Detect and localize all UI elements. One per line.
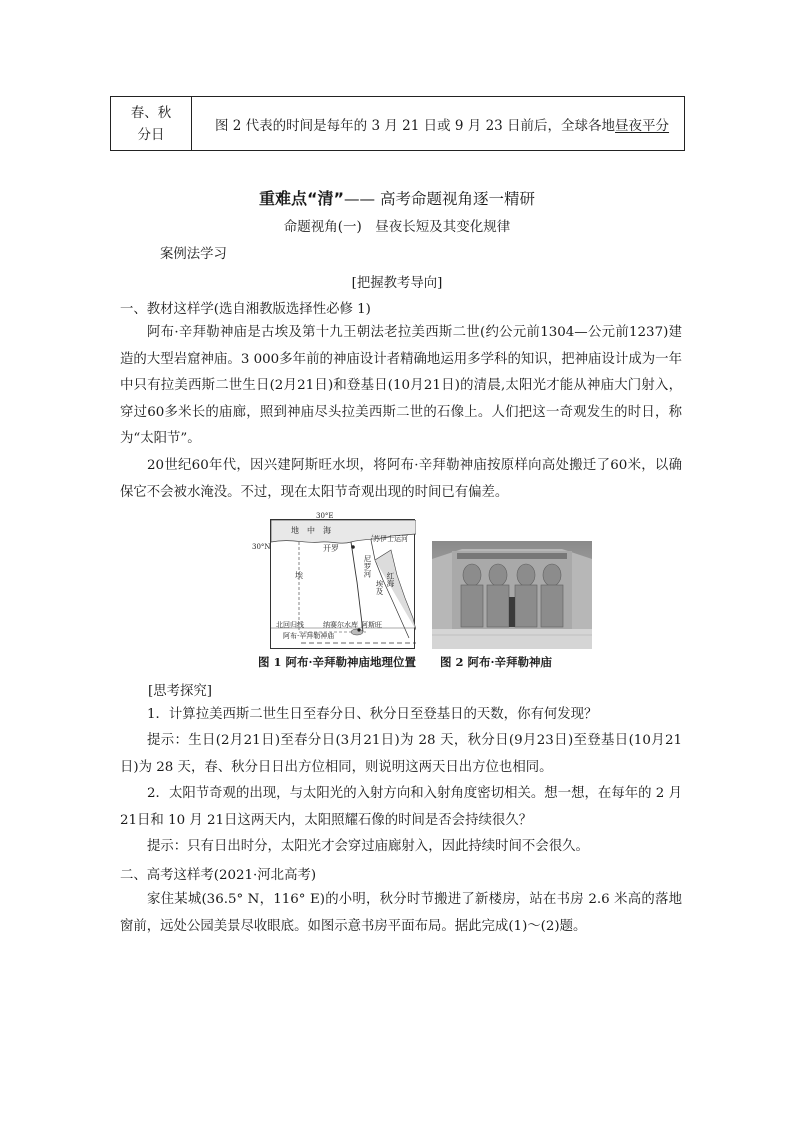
map-label-red-sea: 红海 [386,572,395,587]
heading-bold: 重难点“清” [259,189,345,208]
temple-photo [432,541,592,649]
map-label-side: 埃 [295,571,303,580]
map-label-sea: 地 中 海 [291,526,331,535]
map-label-egypt: 埃及 [375,580,384,595]
section1-title: 一、教材这样学(选自湘教版选择性必修 1) [120,302,371,317]
think-q2: 2．太阳节奇观的出现，与太阳光的入射方向和入射角度密切相关。想一想，在每年的 2 月 21日和 10 月 21日这两天内，太阳照耀石像的时间是否会持续很久？ [120,786,682,828]
think-title: [思考探究] [148,684,213,699]
section2-para: 家住某城(36.5° N，116° E)的小明，秋分时节搬进了新楼房，站在书房 2.6 米高的落地窗前，远处公园美景尽收眼底。如图示意书房平面布局。据此完成(1)～(2)题。 [120,892,682,934]
sub-heading: 命题视角(一) 昼夜长短及其变化规律 [283,219,511,235]
map-label-longitude: 30°E [316,512,334,520]
map-label-nile: 尼罗河 [363,555,372,578]
case-method-label: 案例法学习 [160,247,227,262]
label-line-2: 分日 [137,126,165,143]
map-label-tropic: 北回归线 [276,621,304,629]
heading-rest: —— 高考命题视角逐一精研 [344,190,535,208]
table-divider [191,97,192,150]
section2-title: 二、高考这样考(2021·河北高考) [120,868,317,883]
map-label-temple: 阿布·辛拜勒神庙 [283,632,335,640]
section1-para2: 20世纪60年代，因兴建阿斯旺水坝，将阿布·辛拜勒神庙按原样向高处搬迁了60米，以确保它不会被水淹没。不过，现在太阳节奇观出现的时间已有偏差。 [120,458,682,500]
temple-photo-drawing [432,541,592,649]
map-label-canal: 苏伊士运河 [373,535,408,543]
figure-caption-1: 图 1 阿布·辛拜勒神庙地理位置 [258,655,417,669]
map-label-latitude: 30°N [252,543,271,551]
section1-para1: 阿布·辛拜勒神庙是古埃及第十九王朝法老拉美西斯二世(约公元前1304—公元前1237)建造的大型岩窟神庙。3 000多年前的神庙设计者精确地运用多学科的知识，把神庙设计成为一年中只有拉美西斯二世生日(2月21日)和登基日(10月21日)的清晨,太阳光才能从神庙大门射入，穿过60多米长的庙廊，照到神庙尽头拉美西斯二世的石像上。人们把这一奇观发生的时日，称为“太阳节”。 [120,325,682,446]
summary-table [110,96,685,151]
map-label-lake: 纳赛尔水库 [323,621,358,629]
think-a2: 提示：只有日出时分，太阳光才会穿过庙廊射入，因此持续时间不会很久。 [147,839,589,854]
table-text: 图 2 代表的时间是每年的 3 月 21 日或 9 月 23 日前后，全球各地 [215,118,616,134]
table-row-text [215,114,669,134]
think-a1: 提示：生日(2月21日)至春分日(3月21日)为 28 天，秋分日(9月23日)至登基日(10月21日)为 28 天，春、秋分日日出方位相同，则说明这两天日出方位也相同。 [120,733,682,775]
egypt-map [270,519,415,649]
table-row-label [111,97,191,150]
think-q1: 1．计算拉美西斯二世生日至春分日、秋分日至登基日的天数，你有何发现？ [147,707,598,722]
table-text-underlined: 昼夜平分 [615,118,670,134]
guide-label: [把握教考导向] [351,276,443,291]
figure-caption-2: 图 2 阿布·辛拜勒神庙 [440,655,553,669]
map-label-aswan: 阿斯旺 [361,621,382,629]
map-label-cairo: 开罗 [323,544,339,553]
page-heading [0,186,794,209]
label-line-1: 春、秋 [130,104,172,121]
